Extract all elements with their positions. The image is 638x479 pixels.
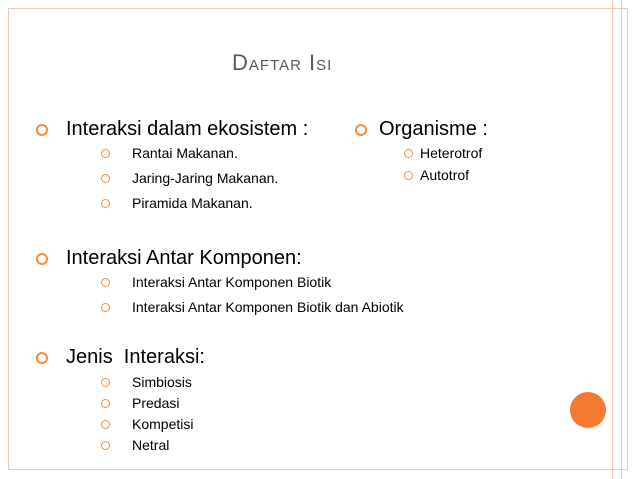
list-item [101,145,238,161]
right-line-2 [621,0,622,479]
section-heading-antar-komponen [36,247,302,270]
item-label: Interaksi Antar Komponen Biotik dan Abiotik [132,299,404,315]
item-label: Heterotrof [420,145,483,161]
section-heading-jenis-interaksi [36,346,205,369]
item-label: Netral [132,437,170,453]
list-item [101,395,179,411]
bullet-icon [101,199,110,208]
list-item [101,299,404,315]
item-label: Simbiosis [132,374,192,390]
heading-label: Interaksi Antar Komponen: [66,247,302,269]
list-item [101,416,193,432]
bullet-icon [101,303,110,312]
bullet-icon [101,399,110,408]
list-item [101,195,253,211]
bullet-icon [101,174,110,183]
heading-label: Organisme : [379,118,488,140]
list-item [101,170,278,186]
bullet-icon [355,124,367,136]
bullet-icon [404,171,413,180]
list-item [404,145,482,161]
decorative-circle [570,392,606,428]
bullet-icon [36,124,48,136]
bullet-icon [404,149,413,158]
section-heading-organisme [355,118,488,141]
bullet-icon [101,149,110,158]
bullet-icon [101,420,110,429]
item-label: Autotrof [420,167,470,183]
bullet-icon [36,352,48,364]
bullet-icon [101,378,110,387]
item-label: Rantai Makanan. [132,145,238,161]
slide-title: Daftar Isi [232,50,333,75]
right-line-1 [612,0,613,479]
section-heading-interaksi-ekosistem [36,118,308,141]
list-item [101,437,169,453]
heading-label: Jenis Interaksi: [66,346,205,368]
item-label: Kompetisi [132,416,194,432]
bullet-icon [101,278,110,287]
list-item [101,374,192,390]
list-item [404,167,469,183]
item-label: Piramida Makanan. [132,195,253,211]
bullet-icon [101,441,110,450]
item-label: Predasi [132,395,180,411]
bullet-icon [36,253,48,265]
item-label: Interaksi Antar Komponen Biotik [132,274,332,290]
list-item [101,274,331,290]
heading-label: Interaksi dalam ekosistem : [66,118,309,140]
item-label: Jaring-Jaring Makanan. [132,170,279,186]
